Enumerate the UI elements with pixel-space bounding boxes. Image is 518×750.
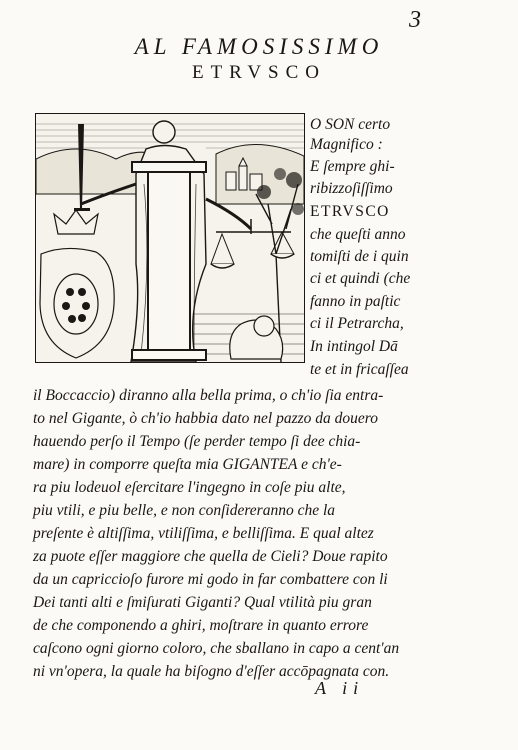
side-line: Magnifico : xyxy=(310,136,383,153)
side-line: fanno in paſtic xyxy=(310,293,401,310)
heading-line-1: AL FAMOSISSIMO xyxy=(134,34,384,59)
side-line-caps: ETRVSCO xyxy=(310,203,390,220)
body-line: Dei tanti alti e ſmiſurati Giganti? Qual vtilità piu gran xyxy=(33,594,372,611)
signature-mark: A ii xyxy=(315,678,365,698)
body-line: il Boccaccio) diranno alla bella prima, o ch'io ſia entra- xyxy=(33,387,384,404)
body-line: to nel Gigante, ò ch'io habbia dato nel pazzo da douero xyxy=(33,410,379,427)
body-line: ni vn'opera, la quale ha biſogno d'eſſer accōpagnata con. xyxy=(33,663,390,680)
body-line: za puote eſſer maggiore che quella de Cieli? Doue rapito xyxy=(33,548,388,565)
woodcut-initial-illustration xyxy=(35,113,305,363)
woodcut-initial-I-icon xyxy=(36,114,304,362)
side-line: che queſti anno xyxy=(310,226,406,243)
body-line: ra piu lodeuol eſercitare l'ingegno in coſe piu alte, xyxy=(33,479,346,496)
side-line: ci il Petrarcha, xyxy=(310,315,404,332)
body-line: de che componendo a ghiri, moſtrare in quanto errore xyxy=(33,617,369,634)
side-line: In intingol Dā xyxy=(310,338,398,355)
body-line: caſcono ogni giorno coloro, che sballano in capo a cent'an xyxy=(33,640,400,657)
side-line: O SON certo xyxy=(310,116,391,133)
heading-line-2: ETRVSCO xyxy=(191,62,327,83)
side-line: tomiſti de i quin xyxy=(310,248,409,265)
side-line: ribizzoſiſſimo xyxy=(310,180,393,197)
page-number: 3 xyxy=(409,7,421,33)
body-line: mare) in comporre queſta mia GIGANTEA e ch'e- xyxy=(33,456,342,473)
side-line: te et in fricaſſea xyxy=(310,361,409,378)
body-line: hauendo perſo il Tempo (ſe perder tempo ſi dee chia- xyxy=(33,433,361,450)
body-line: preſente è altiſſima, vtiliſſima, e belliſſima. E qual altez xyxy=(33,525,374,542)
body-line: piu vtili, e piu belle, e non conſidereranno che la xyxy=(33,502,336,519)
body-line: da un capriccioſo furore mi godo in far combattere con li xyxy=(33,571,388,588)
side-line: ci et quindi (che xyxy=(310,270,411,287)
side-line: E ſempre ghi- xyxy=(310,158,395,175)
